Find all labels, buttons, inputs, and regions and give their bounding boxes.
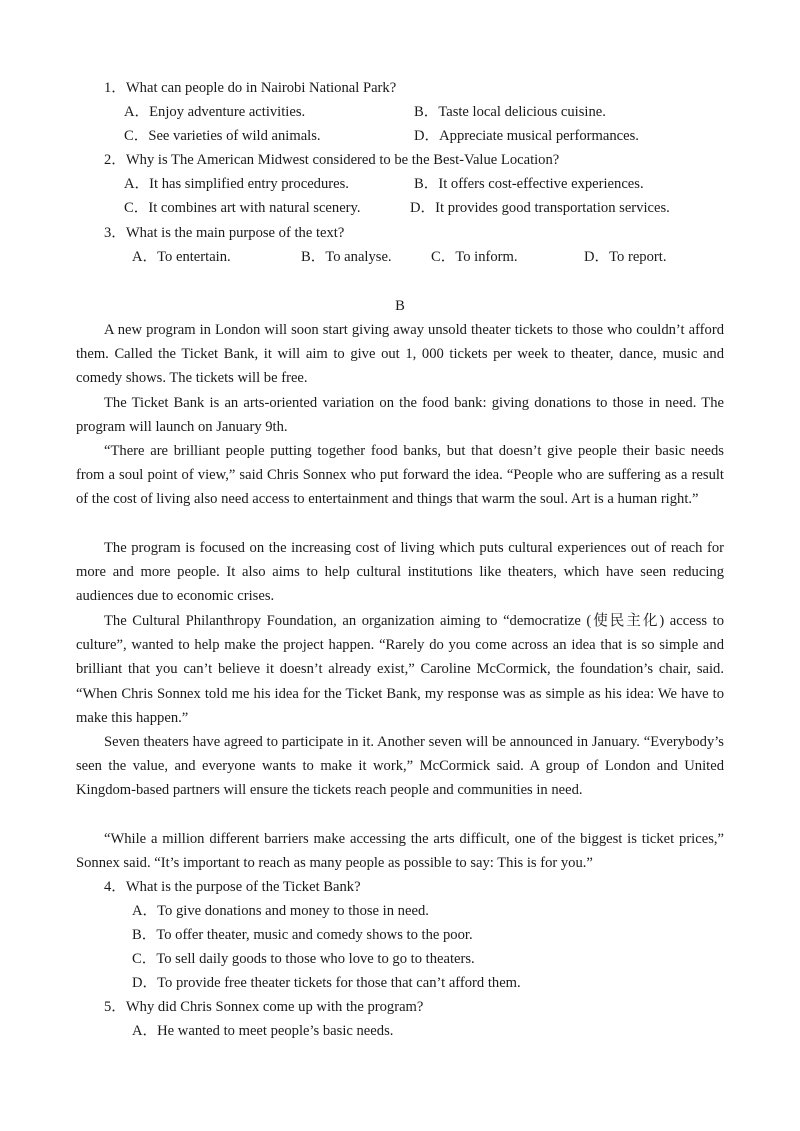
question-3-stem: 3．What is the main purpose of the text? [104,225,345,241]
question-3-option-c: C．To inform. [431,249,518,265]
passage-paragraph-6: Seven theaters have agreed to participate in it. Another seven will be announced in January. “Everybody’s seen the value, and everyone wants to make it work,” McCormick said. A group of London and United Kingdom-based partners will ensure the tickets reach people and communities in need. [76,734,724,799]
question-1-option-a: A．Enjoy adventure activities. [124,104,306,120]
question-1-option-d: D．Appreciate musical performances. [414,128,639,144]
question-1-option-b: B．Taste local delicious cuisine. [414,104,606,120]
passage-paragraph-4: The program is focused on the increasing cost of living which puts cultural experiences out of reach for more and more people. It also aims to help cultural institutions like theaters, which have seen reducing audiences due to economic crises. [76,540,724,605]
question-1-stem: 1．What can people do in Nairobi National Park? [104,80,397,96]
question-4-option-c: C．To sell daily goods to those who love to go to theaters. [132,951,475,967]
question-1-option-c: C．See varieties of wild animals. [124,128,321,144]
question-4-option-a: A．To give donations and money to those in need. [132,903,429,919]
passage-paragraph-5: The Cultural Philanthropy Foundation, an organization aiming to “democratize (使民主化) access to culture”, wanted to help make the project happen. “Rarely do you come across an idea that is so simple and brilliant that you can’t believe it doesn’t already exist,” Caroline McCormick, the foundation’s chair, said. “When Chris Sonnex told me his idea for the Ticket Bank, my response was as simple as his idea: We have to make this happen.” [76,613,724,726]
question-3-option-d: D．To report. [584,249,667,265]
question-2-option-a: A．It has simplified entry procedures. [124,176,349,192]
question-3-option-a: A．To entertain. [132,249,231,265]
question-5-stem: 5．Why did Chris Sonnex come up with the program? [104,999,424,1015]
passage-paragraph-1: A new program in London will soon start giving away unsold theater tickets to those who couldn’t afford them. Called the Ticket Bank, it will aim to give out 1, 000 tickets per week to theater, dance, music and comedy shows. The tickets will be free. [76,322,724,387]
question-3-option-b: B．To analyse. [301,249,392,265]
passage-paragraph-2: The Ticket Bank is an arts-oriented variation on the food bank: giving donations to those in need. The program will launch on January 9th. [76,395,724,436]
question-2-option-c: C．It combines art with natural scenery. [124,200,361,216]
question-2-option-d: D．It provides good transportation services. [410,200,670,216]
question-2-option-b: B．It offers cost-effective experiences. [414,176,644,192]
passage-b-heading: B [395,298,405,314]
question-5-option-a: A．He wanted to meet people’s basic needs. [132,1023,394,1039]
question-2-stem: 2．Why is The American Midwest considered to be the Best-Value Location? [104,152,560,168]
question-4-stem: 4．What is the purpose of the Ticket Bank? [104,879,361,895]
passage-paragraph-3: “There are brilliant people putting together food banks, but that doesn’t give people their basic needs from a soul point of view,” said Chris Sonnex who put forward the idea. “People who are suffering as a result of the cost of living also need access to entertainment and things that warm the soul. Art is a human right.” [76,443,724,508]
question-4-option-d: D．To provide free theater tickets for those that can’t afford them. [132,975,521,991]
passage-paragraph-7: “While a million different barriers make accessing the arts difficult, one of the biggest is ticket prices,” Sonnex said. “It’s important to reach as many people as possible to say: This is for you.” [76,831,724,872]
question-4-option-b: B．To offer theater, music and comedy shows to the poor. [132,927,473,943]
